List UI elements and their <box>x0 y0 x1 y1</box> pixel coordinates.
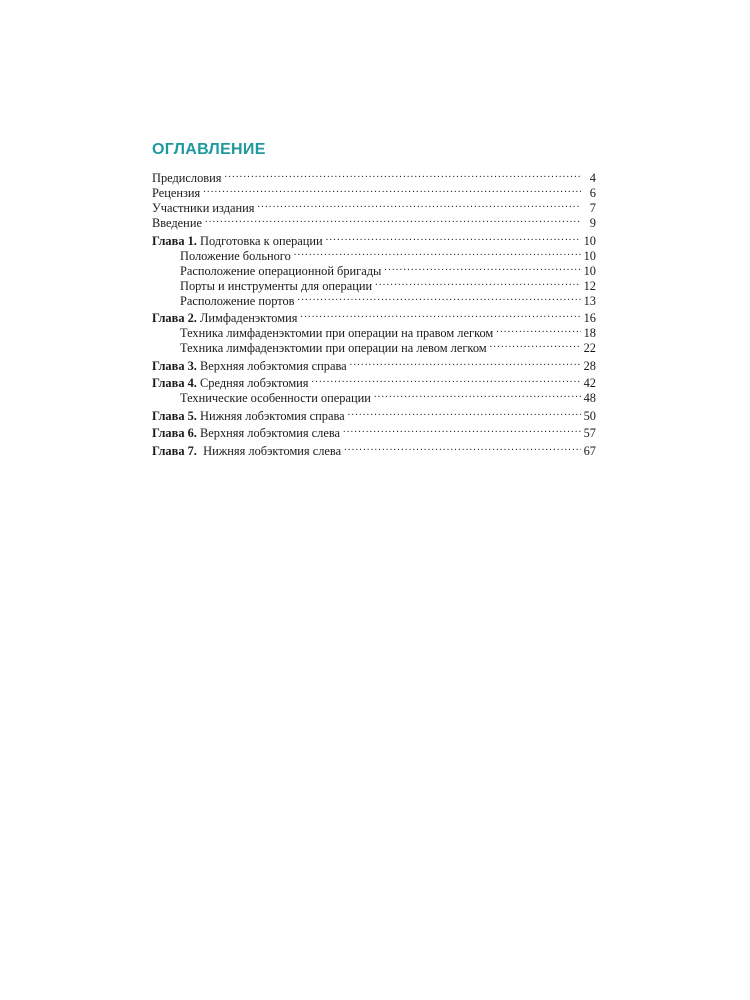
toc-entry-page: 28 <box>583 358 596 373</box>
toc-leader-dots <box>224 167 581 182</box>
toc-entry-chapter-4[interactable] <box>152 372 596 390</box>
toc-entry-page: 18 <box>583 326 596 340</box>
toc-entry-page: 4 <box>589 171 596 185</box>
toc-leader-dots <box>326 230 581 245</box>
chapter-number: Глава 3. <box>152 358 197 373</box>
chapter-number: Глава 6. <box>152 426 197 440</box>
chapter-number: Глава 7. <box>152 443 197 458</box>
chapter-number: Глава 5. <box>152 408 197 423</box>
toc-leader-dots <box>344 440 581 455</box>
toc-entry-preface[interactable] <box>152 167 596 185</box>
toc-entry-page: 67 <box>583 443 596 458</box>
toc-entry-introduction[interactable] <box>152 212 596 230</box>
toc-leader-dots <box>205 212 581 227</box>
toc-leader-dots <box>374 387 581 402</box>
toc-entry-contributors[interactable] <box>152 197 596 215</box>
toc-entry-page: 16 <box>583 311 596 325</box>
toc-leader-dots <box>490 337 581 352</box>
toc-entry-text: Расположение операционной бригады <box>180 263 382 278</box>
toc-entry-chapter-1[interactable] <box>152 230 596 248</box>
toc-leader-dots <box>496 322 580 337</box>
toc-entry-chapter-5[interactable] <box>152 405 596 423</box>
toc-entry-text: Нижняя лобэктомия справа <box>196 408 345 423</box>
toc-leader-dots <box>312 372 581 387</box>
toc-leader-dots <box>348 405 581 420</box>
toc-entry-page: 10 <box>583 263 596 278</box>
toc-leader-dots <box>384 260 580 275</box>
toc-entry-text: Участники издания <box>152 201 255 215</box>
toc-entry-chapter-3[interactable] <box>152 355 596 373</box>
toc-leader-dots <box>258 197 582 212</box>
toc-entry-page: 13 <box>583 293 596 308</box>
toc-entry-text: Расположение портов <box>180 293 295 308</box>
toc-leader-dots <box>300 307 580 322</box>
toc-entry-text: Введение <box>152 216 202 230</box>
chapter-number: Глава 1. <box>152 233 197 248</box>
toc-entry-page: 10 <box>583 233 596 248</box>
toc-entry-page: 12 <box>583 278 596 293</box>
toc-entry-text: Предисловия <box>152 171 222 185</box>
toc-entry-text: Средняя лобэктомия <box>196 376 309 390</box>
table-of-contents <box>152 140 596 458</box>
toc-leader-dots <box>203 182 581 197</box>
toc-entry-chapter-2[interactable] <box>152 307 596 325</box>
toc-leader-dots <box>350 355 581 370</box>
toc-entry-text: Техника лимфаденэктомии при операции на правом легком <box>180 326 494 340</box>
toc-entry-page: 48 <box>583 391 596 405</box>
toc-entry-text: Техника лимфаденэктомии при операции на левом легком <box>180 341 487 355</box>
chapter-number: Глава 2. <box>152 311 197 325</box>
toc-entry-text: Нижняя лобэктомия слева <box>196 443 342 458</box>
toc-entry-page: 7 <box>589 201 596 215</box>
toc-entry-text: Подготовка к операции <box>196 233 323 248</box>
chapter-number: Глава 4. <box>152 376 197 390</box>
toc-entry-page: 50 <box>583 408 596 423</box>
toc-entry-page: 57 <box>583 426 596 440</box>
toc-entry-text: Верхняя лобэктомия слева <box>196 426 341 440</box>
toc-leader-dots <box>375 275 580 290</box>
toc-entry-chapter-7[interactable] <box>152 440 596 458</box>
toc-entry-page: 6 <box>589 186 596 200</box>
toc-entry-text: Верхняя лобэктомия справа <box>196 358 347 373</box>
toc-leader-dots <box>298 290 581 305</box>
toc-entry-text: Технические особенности операции <box>180 391 371 405</box>
toc-entry-text: Рецензия <box>152 186 201 200</box>
toc-entry-page: 22 <box>583 341 596 355</box>
toc-entry-page: 10 <box>583 248 596 263</box>
toc-entry-text: Положение больного <box>180 248 291 263</box>
toc-entry-review[interactable] <box>152 182 596 200</box>
toc-entry-chapter-6[interactable] <box>152 422 596 440</box>
toc-entry-text: Лимфаденэктомия <box>196 311 298 325</box>
toc-entry-text: Порты и инструменты для операции <box>180 278 373 293</box>
toc-leader-dots <box>343 422 581 437</box>
toc-title: ОГЛАВЛЕНИЕ <box>152 141 266 158</box>
toc-entry-page: 42 <box>583 376 596 390</box>
toc-entry-page: 9 <box>589 216 596 230</box>
toc-leader-dots <box>294 245 581 260</box>
